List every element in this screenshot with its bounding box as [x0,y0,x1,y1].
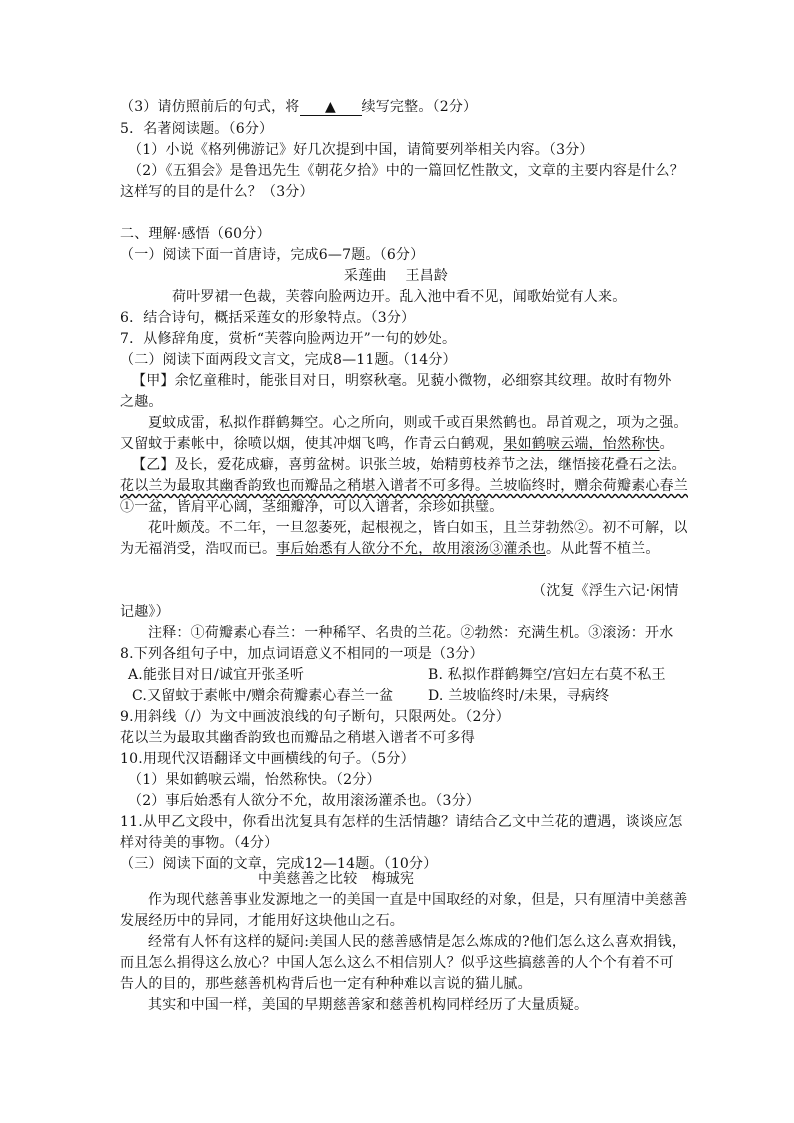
passage-yi-line5-text: 为无福消受，浩叹而已。 [120,541,277,557]
q6-text: 6．结合诗句，概括采莲女的形象特点。（3分） [120,310,416,326]
q5-sub1: （1）小说《格列佛游记》好几次提到中国，请简要列举相关内容。（3分） [128,142,594,158]
article-title: 中美慈善之比较 梅珹宪 [258,871,415,887]
annotation-note: 注释：①荷瓣素心春兰：一种稀罕、名贵的兰花。②勃然：充满生机。③滚汤：开水 [148,625,674,641]
q8-option-d: D. 兰坡临终时/未果，寻病终 [428,688,610,704]
passage-jia-line4-text: 又留蚊于素帐中，徐喷以烟，使其冲烟飞鸣，作青云白鹤观， [120,436,504,452]
passage-yi-line1: 【乙】及长，爱花成癖，喜剪盆树。识张兰坡，始精剪枝养节之法，继悟接花叠石之法。 [132,457,686,473]
article-p3: 其实和中国一样，美国的早期慈善家和慈善机构同样经历了大量质疑。 [148,997,589,1013]
passage-jia-line3: 夏蚊成雷，私拟作群鹤舞空。心之所向，则或千或百果然鹤也。昂首观之，项为之强。 [148,415,688,431]
passage-yi-line4: 花叶颇茂。不二年，一旦忽萎死，起根视之，皆白如玉，且兰芽勃然②。初不可解，以 [148,520,688,536]
triangle-marker-icon: ▲ [325,99,336,115]
article-p1-line2: 发展经历中的异同，才能用好这块他山之石。 [120,913,404,929]
q10-sub2: （2）事后始悉有人欲分不允，故用滚汤灌杀也。（3分） [128,793,481,809]
q5-sub2-line1: （2）《五猖会》是鲁迅先生《朝花夕拾》中的一篇回忆性散文，文章的主要内容是什么？ [128,163,684,179]
q7-text: 7．从修辞角度，赏析“芙蓉向脸两边开”一句的妙处。 [120,331,457,347]
passage-yi-line5 [120,540,660,558]
wavy-underlined-sentence: 花以兰为最取其幽香韵致也而瓣品之稍堪入谱者不可多得。兰坡临终时，赠余荷瓣素心春兰 [120,478,688,494]
q5-title: 5．名著阅读题。（6分） [120,121,274,137]
passage-jia-line4 [120,435,674,453]
q10-title: 10.用现代汉语翻译文中画横线的句子。（5分） [120,751,415,767]
passage-jia-line2: 之趣。 [120,394,163,410]
q9-title: 9.用斜线（/）为文中画波浪线的句子断句，只限两处。（2分） [120,709,510,725]
article-p2-line1: 经常有人怀有这样的疑问:美国人民的慈善感情是怎么炼成的?他们怎么这么喜欢捐钱， [148,934,687,950]
source-citation-line2: 记趣》） [120,604,170,620]
passage-yi-line3: ①一盆，皆肩平心阔，茎细瓣净，可以入谱者，余珍如拱璧。 [120,499,504,515]
article-p1-line1: 作为现代慈善事业发源地之一的美国一直是中国取经的对象，但是，只有厘清中美慈善 [148,892,688,908]
q8-title: 8.下列各组句子中，加点词语意义不相同的一项是（3分） [120,646,484,662]
q9-sentence: 花以兰为最取其幽香韵致也而瓣品之稍堪入谱者不可多得 [120,730,475,746]
passage-jia-line4-end: 。 [659,436,674,452]
q8-option-c: C.又留蚊于素帐中/赠余荷瓣素心春兰一盆 [132,688,394,704]
section3-heading: （三）阅读下面的文章，完成12—14题。（10分） [120,856,438,872]
passage-yi-line2 [120,477,688,495]
q11-line2: 样对待美的事物。（4分） [120,835,279,851]
answer-blank [300,100,362,116]
underlined-sentence-2: 事后始悉有人欲分不允，故用滚汤③灌杀也 [276,541,547,557]
passage-jia-line1: 【甲】余忆童稚时，能张目对日，明察秋毫。见藐小微物，必细察其纹理。故时有物外 [132,373,672,389]
source-citation-line1: （沈复《浮生六记·闲情 [532,583,679,599]
passage-yi-line5-end: 。从此誓不植兰。 [546,541,660,557]
underlined-sentence-1: 果如鹤唳云端，怡然称快 [503,436,660,452]
article-p2-line2: 而且怎么捐得这么放心？中国人怎么这么不相信别人？似乎这些搞慈善的人个个有着不可 [120,955,674,971]
part2-heading: 二、理解·感悟（60分） [120,226,271,242]
q10-sub1: （1）果如鹤唳云端，怡然称快。（2分） [128,772,381,788]
q8-option-b: B. 私拟作群鹤舞空/宫妇左右莫不私王 [428,667,666,683]
q3-prefix: （3）请仿照前后的句式，将 [120,99,300,115]
q8-option-a: A.能张目对日/诚宜开张圣听 [128,667,305,683]
section1-heading: （一）阅读下面一首唐诗，完成6—7题。（6分） [120,247,425,263]
q5-sub2-line2: 这样写的目的是什么？（3分） [120,184,314,200]
article-p2-line3: 告人的目的，那些慈善机构背后也一定有种种难以言说的猫儿腻。 [120,976,532,992]
q3-sub-question [120,98,477,116]
q3-suffix: 续写完整。（2分） [361,99,478,115]
q11-line1: 11.从甲乙文段中，你看出沈复具有怎样的生活情趣？请结合乙文中兰花的遭遇，谈谈应怎 [120,814,683,830]
poem-text: 荷叶罗裙一色裁，芙蓉向脸两边开。乱入池中看不见，闻歌始觉有人来。 [172,289,627,305]
section2-heading: （二）阅读下面两段文言文，完成8—11题。（14分） [120,352,457,368]
poem-title: 采莲曲 王昌龄 [344,268,449,284]
